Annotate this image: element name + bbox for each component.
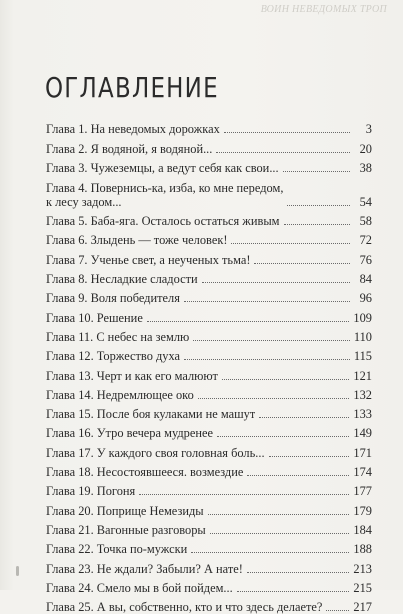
dot-leader	[217, 436, 349, 437]
toc-entry-page: 188	[353, 542, 372, 557]
toc-entry-10	[46, 305, 372, 324]
toc-entry-page: 109	[353, 310, 372, 325]
toc-entry-12	[46, 344, 372, 363]
running-head: ВОИН НЕВЕДОМЫХ ТРОП	[260, 4, 387, 15]
dot-leader	[247, 475, 349, 476]
dot-leader	[210, 533, 350, 534]
dot-leader	[326, 610, 349, 611]
toc-entry-page: 177	[353, 484, 372, 499]
table-of-contents	[46, 117, 372, 614]
toc-entry-13	[46, 363, 372, 382]
toc-entry-title	[46, 181, 283, 209]
dot-leader	[184, 359, 350, 360]
toc-entry-page: 54	[359, 194, 372, 209]
toc-entry-18	[46, 460, 372, 479]
dot-leader	[254, 263, 350, 264]
dot-leader	[269, 456, 350, 457]
dot-leader	[191, 552, 349, 553]
toc-entry-page: 84	[359, 272, 372, 287]
toc-entry-title: Глава 18. Несостоявшееся. возмездие	[46, 465, 244, 480]
toc-entry-page: 3	[365, 122, 372, 137]
toc-entry-title: Глава 5. Баба-яга. Осталось остаться живым	[46, 214, 280, 229]
page-title: ОГЛАВЛЕНИЕ	[45, 70, 219, 104]
dot-leader	[284, 224, 351, 225]
toc-entry-4	[46, 175, 372, 209]
toc-entry-22	[46, 537, 372, 556]
toc-entry-25	[46, 595, 372, 614]
toc-entry-title-line-2: к лесу задом...	[46, 194, 122, 209]
toc-entry-6	[46, 228, 372, 247]
dot-leader	[247, 572, 350, 573]
toc-entry-page: 171	[353, 445, 372, 460]
toc-entry-page: 213	[353, 561, 372, 576]
toc-entry-title: Глава 21. Вагонные разговоры	[46, 522, 206, 537]
dot-leader	[184, 301, 350, 302]
toc-entry-1	[46, 117, 372, 136]
dot-leader	[224, 132, 350, 133]
toc-entry-page: 115	[353, 349, 372, 364]
toc-entry-title: Глава 8. Несладкие сладости	[46, 272, 198, 287]
dot-leader	[216, 152, 350, 153]
toc-entry-21	[46, 518, 372, 537]
toc-entry-page: 38	[359, 160, 372, 175]
toc-entry-8	[46, 267, 372, 286]
toc-entry-page: 179	[353, 503, 372, 518]
toc-entry-title: Глава 6. Злыдень — тоже человек!	[46, 233, 228, 248]
toc-entry-page: 96	[359, 291, 372, 306]
dot-leader	[259, 417, 349, 418]
toc-entry-5	[46, 209, 372, 228]
toc-entry-page: 174	[353, 465, 372, 480]
toc-entry-page: 121	[353, 368, 372, 383]
toc-entry-title: Глава 3. Чужеземцы, а ведут себя как свои...	[46, 160, 279, 175]
toc-entry-page: 217	[353, 600, 372, 614]
toc-entry-14	[46, 383, 372, 402]
dot-leader	[147, 321, 350, 322]
margin-mark	[16, 566, 19, 576]
toc-entry-title: Глава 22. Точка по-мужски	[46, 542, 188, 557]
dot-leader	[208, 514, 350, 515]
dot-leader	[237, 591, 350, 592]
dot-leader	[287, 205, 350, 206]
toc-entry-title: Глава 25. А вы, собственно, кто и что здесь делаете?	[46, 600, 323, 614]
toc-entry-page: 110	[353, 329, 372, 344]
toc-entry-20	[46, 498, 372, 517]
toc-entry-title: Глава 12. Торжество духа	[46, 349, 181, 364]
dot-leader	[231, 243, 350, 244]
dot-leader	[202, 282, 350, 283]
toc-entry-16	[46, 421, 372, 440]
toc-entry-3	[46, 156, 372, 175]
toc-entry-page: 20	[359, 141, 372, 156]
toc-entry-24	[46, 576, 372, 595]
toc-entry-title: Глава 24. Смело мы в бой пойдем...	[46, 580, 233, 595]
toc-entry-title: Глава 11. С небес на землю	[46, 329, 190, 344]
toc-entry-7	[46, 247, 372, 266]
toc-entry-2	[46, 136, 372, 155]
toc-entry-page: 72	[359, 233, 372, 248]
toc-entry-page: 133	[353, 407, 372, 422]
dot-leader	[193, 340, 350, 341]
toc-entry-title: Глава 13. Черт и как его малюют	[46, 368, 218, 383]
toc-entry-11	[46, 325, 372, 344]
toc-entry-page: 76	[359, 252, 372, 267]
toc-entry-title: Глава 1. На неведомых дорожках	[46, 122, 220, 137]
toc-entry-title: Глава 14. Недремлющее око	[46, 387, 194, 402]
toc-entry-title: Глава 16. Утро вечера мудренее	[46, 426, 213, 441]
toc-entry-17	[46, 440, 372, 459]
dot-leader	[283, 171, 350, 172]
toc-entry-title: Глава 10. Решение	[46, 310, 143, 325]
toc-entry-title: Глава 19. Погоня	[46, 484, 136, 499]
toc-entry-9	[46, 286, 372, 305]
toc-entry-title: Глава 7. Ученье свет, а неученых тьма!	[46, 252, 251, 267]
toc-entry-title: Глава 20. Поприще Немезиды	[46, 503, 204, 518]
toc-entry-15	[46, 402, 372, 421]
toc-entry-page: 215	[353, 580, 372, 595]
toc-entry-title: Глава 2. Я водяной, я водяной...	[46, 141, 213, 156]
toc-entry-title: Глава 23. Не ждали? Забыли? А нате!	[46, 561, 243, 576]
dot-leader	[222, 379, 349, 380]
toc-entry-title: Глава 17. У каждого своя головная боль...	[46, 445, 265, 460]
toc-entry-title: Глава 9. Воля победителя	[46, 291, 180, 306]
toc-entry-page: 58	[359, 214, 372, 229]
toc-entry-page: 184	[353, 522, 372, 537]
toc-entry-page: 149	[353, 426, 372, 441]
dot-leader	[139, 494, 349, 495]
dot-leader	[198, 398, 350, 399]
toc-entry-19	[46, 479, 372, 498]
toc-entry-title: Глава 15. После боя кулаками не машут	[46, 407, 256, 422]
toc-entry-23	[46, 556, 372, 575]
toc-entry-page: 132	[353, 387, 372, 402]
toc-entry-title-line-1: Глава 4. Повернись-ка, изба, ко мне передом,	[46, 180, 284, 195]
